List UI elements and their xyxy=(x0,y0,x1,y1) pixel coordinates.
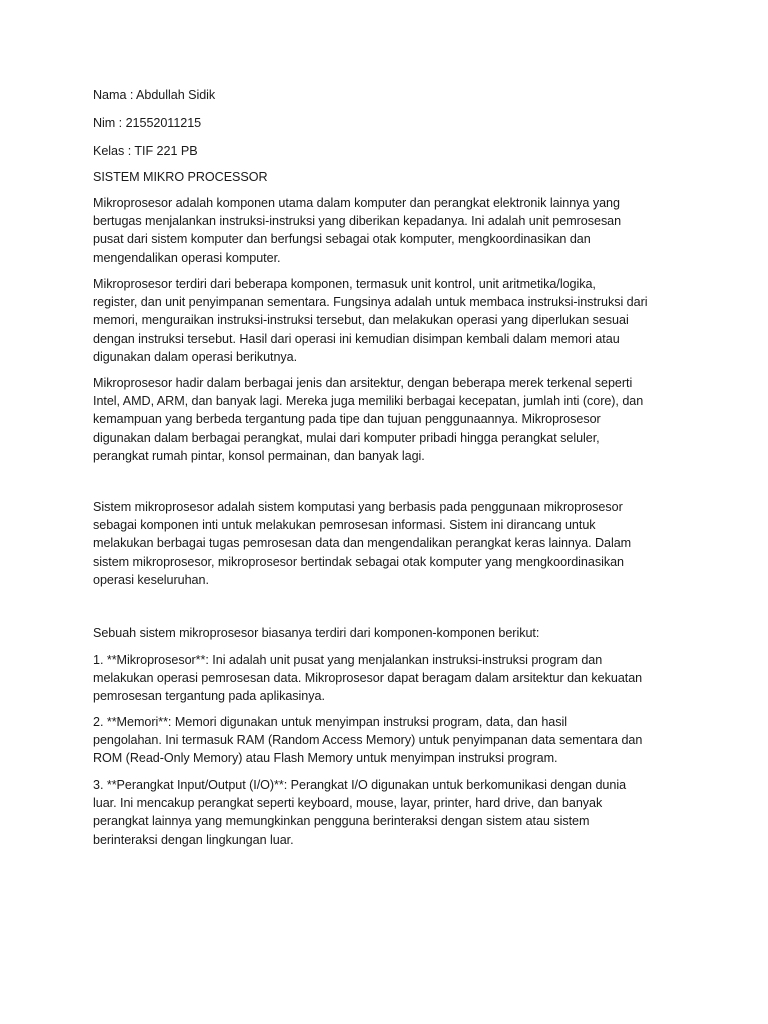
paragraph-types xyxy=(93,374,683,465)
paragraph-line: dengan instruksi tersebut. Hasil dari operasi ini kemudian disimpan kembali dalam memori atau xyxy=(93,331,620,346)
paragraph-line: sistem mikroprosesor, mikroprosesor bertindak sebagai otak komputer yang mengkoordinasikan xyxy=(93,554,624,569)
paragraph-line: Sebuah sistem mikroprosesor biasanya terdiri dari komponen-komponen berikut: xyxy=(93,626,540,640)
paragraph-line: operasi keseluruhan. xyxy=(93,572,209,587)
student-nim: Nim : 21552011215 xyxy=(93,116,202,130)
paragraph-list-intro xyxy=(93,624,683,642)
paragraph-line: perangkat lainnya yang memungkinkan pengguna berinteraksi dengan sistem atau sistem xyxy=(93,814,590,829)
paragraph-line: pusat dari sistem komputer dan berfungsi sebagai otak komputer, mengkoordinasikan dan xyxy=(93,232,591,247)
paragraph-line: melakukan berbagai tugas pemrosesan data dan mengendalikan perangkat keras lainnya. Dalam xyxy=(93,536,632,551)
paragraph-line: digunakan dalam berbagai perangkat, mulai dari komputer pribadi hingga perangkat seluler, xyxy=(93,430,600,445)
student-name: Nama : Abdullah Sidik xyxy=(93,88,216,102)
paragraph-line: register, dan unit penyimpanan sementara. Fungsinya adalah untuk membaca instruksi-instruksi dari xyxy=(93,295,648,310)
paragraph-line: bertugas menjalankan instruksi-instruksi yang diberikan kepadanya. Ini adalah unit pemrosesan xyxy=(93,214,622,229)
paragraph-definition xyxy=(93,194,683,267)
paragraph-line: sebagai komponen inti untuk melakukan pemrosesan informasi. Sistem ini dirancang untuk xyxy=(93,518,596,533)
paragraph-line: ROM (Read-Only Memory) atau Flash Memory untuk menyimpan instruksi program. xyxy=(93,751,558,766)
paragraph-line: 2. **Memori**: Memori digunakan untuk menyimpan instruksi program, data, dan hasil xyxy=(93,715,567,729)
paragraph-line: 1. **Mikroprosesor**: Ini adalah unit pusat yang menjalankan instruksi-instruksi program dan xyxy=(93,653,603,667)
paragraph-line: pemrosesan tergantung pada aplikasinya. xyxy=(93,689,325,704)
document-title: SISTEM MIKRO PROCESSOR xyxy=(93,170,268,184)
paragraph-line: digunakan dalam operasi berikutnya. xyxy=(93,349,298,364)
paragraph-line: Mikroprosesor terdiri dari beberapa komponen, termasuk unit kontrol, unit aritmetika/logika, xyxy=(93,277,596,291)
paragraph-line: Sistem mikroprosesor adalah sistem komputasi yang berbasis pada penggunaan mikroprosesor xyxy=(93,500,623,514)
paragraph-line: melakukan operasi pemrosesan data. Mikroprosesor dapat beragam dalam arsitektur dan kekuatan xyxy=(93,671,643,686)
paragraph-line: berinteraksi dengan lingkungan luar. xyxy=(93,832,294,847)
paragraph-system xyxy=(93,498,683,589)
paragraph-components xyxy=(93,275,683,366)
paragraph-line: Mikroprosesor hadir dalam berbagai jenis dan arsitektur, dengan beberapa merek terkenal seperti xyxy=(93,376,633,390)
student-class: Kelas : TIF 221 PB xyxy=(93,144,198,158)
paragraph-line: kemampuan yang berbeda tergantung pada tipe dan tujuan penggunaannya. Mikroprosesor xyxy=(93,412,601,427)
paragraph-line: 3. **Perangkat Input/Output (I/O)**: Perangkat I/O digunakan untuk berkomunikasi dengan dunia xyxy=(93,778,627,792)
list-item-io xyxy=(93,776,683,849)
list-item-mikroprosesor xyxy=(93,651,683,706)
paragraph-line: memori, menguraikan instruksi-instruksi tersebut, dan melakukan operasi yang diperlukan sesuai xyxy=(93,313,629,328)
paragraph-line: Mikroprosesor adalah komponen utama dalam komputer dan perangkat elektronik lainnya yang xyxy=(93,196,620,210)
paragraph-line: luar. Ini mencakup perangkat seperti keyboard, mouse, layar, printer, hard drive, dan banyak xyxy=(93,796,603,811)
paragraph-line: mengendalikan operasi komputer. xyxy=(93,250,281,265)
list-item-memori xyxy=(93,713,683,768)
paragraph-line: Intel, AMD, ARM, dan banyak lagi. Mereka juga memiliki berbagai kecepatan, jumlah inti (core), dan xyxy=(93,394,644,409)
paragraph-line: pengolahan. Ini termasuk RAM (Random Access Memory) untuk penyimpanan data sementara dan xyxy=(93,733,643,748)
paragraph-line: perangkat rumah pintar, konsol permainan, dan banyak lagi. xyxy=(93,448,425,463)
